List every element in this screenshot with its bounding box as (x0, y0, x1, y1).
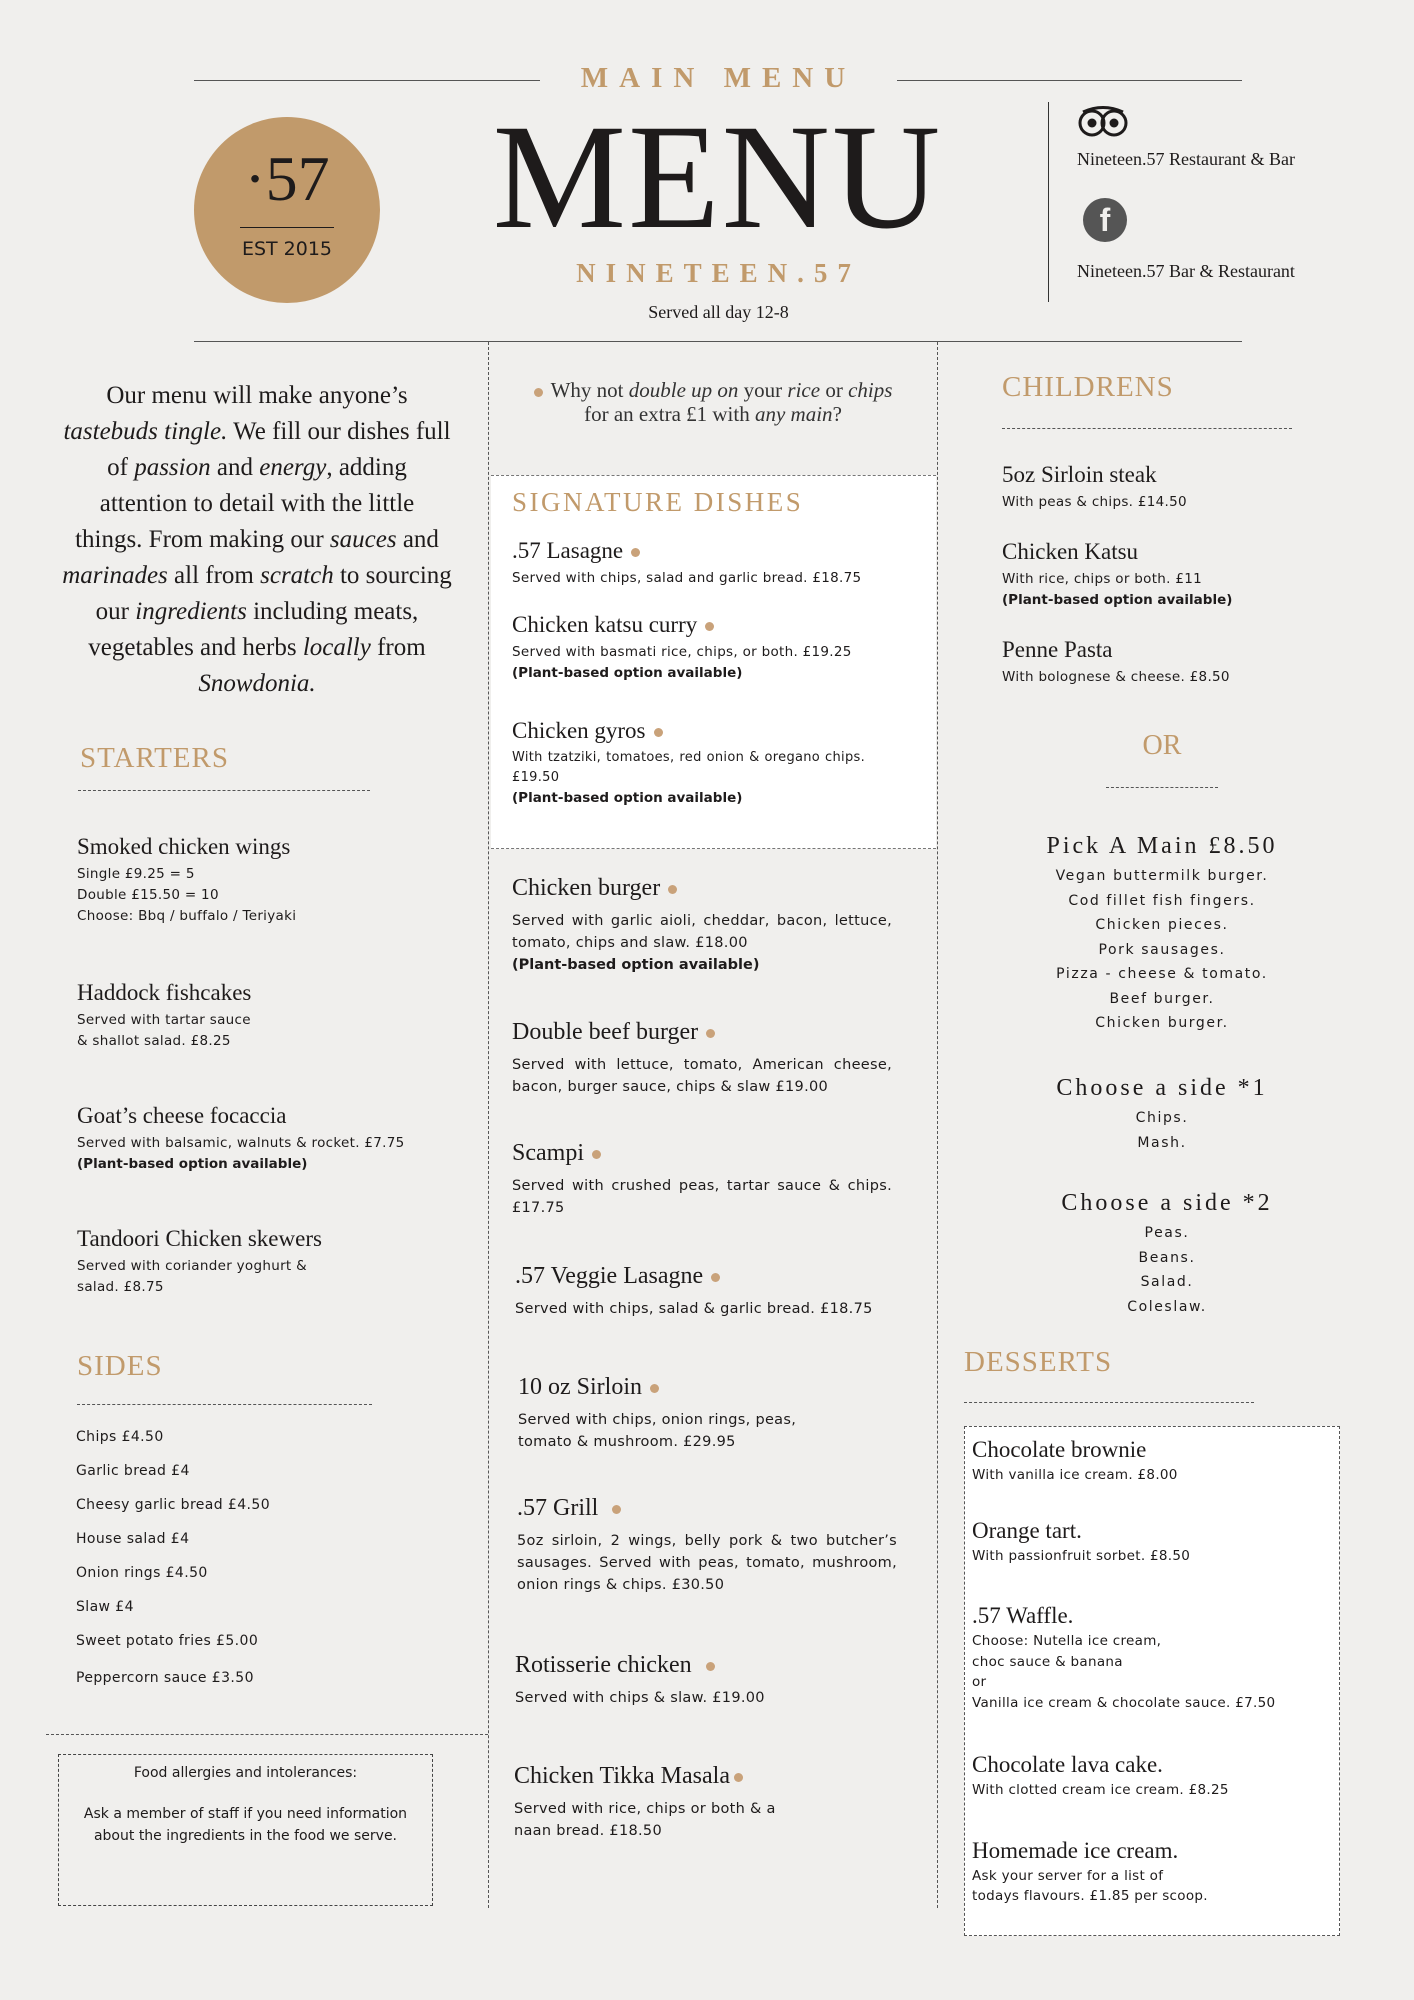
kids-item: Penne Pasta With bolognese & cheese. £8.50 (1002, 637, 1230, 685)
plant-based-note: (Plant-based option available) (77, 1156, 308, 1172)
facebook-label[interactable]: Nineteen.57 Bar & Restaurant (1077, 261, 1295, 281)
starters-rule (78, 790, 370, 791)
starter-item: Goat’s cheese focaccia Served with balsamic, walnuts & rocket. £7.75 (Plant-based option available) (77, 1103, 447, 1175)
column-divider-right (937, 342, 938, 1908)
side-item: Cheesy garlic bread £4.50 (76, 1497, 270, 1513)
main-item: Chicken Tikka Masala Served with rice, chips or both & a naan bread. £18.50 (514, 1763, 776, 1839)
intro-line: tastebuds tingle. We fill our dishes full (63, 418, 451, 445)
starters-heading: STARTERS (80, 742, 229, 774)
childrens-heading: CHILDRENS (1002, 371, 1174, 403)
plant-based-note: (Plant-based option available) (512, 665, 743, 681)
double-up-promo: Why not double up on your rice or chips for an extra £1 with any main? (489, 378, 937, 426)
menu-kicker: MAIN MENU (580, 62, 857, 94)
logo-number: ·57 (244, 143, 330, 214)
side-item: Peppercorn sauce £3.50 (76, 1670, 254, 1686)
intro-line: of passion and energy, adding (107, 454, 407, 481)
bullet-icon (592, 1150, 601, 1159)
bullet-icon (706, 1029, 715, 1038)
plant-based-note: (Plant-based option available) (512, 957, 760, 973)
pick-option: Vegan buttermilk burger. (1055, 868, 1269, 884)
main-item: .57 Veggie Lasagne Served with chips, salad & garlic bread. £18.75 (515, 1263, 873, 1317)
intro-line: attention to detail with the little (99, 490, 415, 517)
main-item: .57 Grill 5oz sirloin, 2 wings, belly pork & two butcher’s sausages. Served with peas, tomato, mushroom, onion rings & chips. £30.50 (517, 1495, 897, 1593)
main-item: Chicken burger Served with garlic aioli, cheddar, bacon, lettuce, tomato, chips and slaw. £18.00 (Plant-based option available) (512, 875, 892, 976)
intro-line: marinades all from scratch to sourcing (62, 562, 452, 589)
starter-item: Smoked chicken wings Single £9.25 = 5 Double £15.50 = 10 Choose: Bbq / buffalo / Teriyaki (77, 834, 297, 924)
bullet-icon (668, 885, 677, 894)
side-item: Slaw £4 (76, 1599, 134, 1615)
side-item: House salad £4 (76, 1531, 190, 1547)
dessert-item: .57 Waffle. Choose: Nutella ice cream, choc sauce & banana or Vanilla ice cream & chocolate sauce. £7.50 (972, 1603, 1276, 1711)
logo-badge (194, 117, 380, 303)
pick-option: Beef burger. (1109, 990, 1215, 1007)
bullet-icon (711, 1273, 720, 1282)
pick-option: Chicken pieces. (1095, 917, 1229, 933)
kids-item: 5oz Sirloin steak With peas & chips. £14.50 (1002, 462, 1187, 510)
side-item: Chips £4.50 (76, 1429, 164, 1445)
kids-item: Chicken Katsu With rice, chips or both. £11 (Plant-based option available) (1002, 539, 1332, 611)
choose-side-2 (1012, 1190, 1322, 1319)
intro-text (62, 378, 452, 702)
or-rule (1106, 787, 1218, 788)
column-divider-left (488, 342, 489, 1908)
header-rule-right (897, 80, 1242, 81)
header-vertical-rule (1048, 102, 1049, 302)
intro-line: Our menu will make anyone’s (106, 382, 408, 409)
side-option: Salad. (1140, 1274, 1194, 1290)
starter-item: Haddock fishcakes Served with tartar sauce & shallot salad. £8.25 (77, 980, 252, 1049)
sides-rule (77, 1404, 372, 1405)
or-divider-label: OR (1142, 730, 1182, 761)
bullet-icon (650, 1384, 659, 1393)
pick-option: Cod fillet fish fingers. (1068, 892, 1256, 909)
allergy-rule (46, 1734, 488, 1735)
bullet-icon (706, 1662, 715, 1671)
childrens-rule (1002, 428, 1292, 429)
starter-item: Tandoori Chicken skewers Served with coriander yoghurt & salad. £8.75 (77, 1226, 322, 1295)
dessert-item: Chocolate brownie With vanilla ice cream. £8.00 (972, 1437, 1178, 1483)
dessert-item: Chocolate lava cake. With clotted cream ice cream. £8.25 (972, 1752, 1229, 1798)
side-option: Beans. (1138, 1249, 1196, 1266)
bullet-icon (654, 728, 663, 737)
main-item: Scampi Served with crushed peas, tartar sauce & chips. £17.75 (512, 1140, 892, 1216)
side-option: Coleslaw. (1127, 1298, 1207, 1315)
pick-option: Pizza - cheese & tomato. (1056, 966, 1268, 982)
bullet-icon (631, 548, 640, 557)
intro-line: vegetables and herbs locally from (88, 634, 426, 661)
bullet-icon (534, 388, 543, 397)
logo-divider (240, 227, 334, 228)
side-option: Peas. (1144, 1225, 1190, 1241)
side-item: Onion rings £4.50 (76, 1565, 208, 1581)
pick-option: Pork sausages. (1098, 941, 1226, 958)
main-item: Double beef burger Served with lettuce, tomato, American cheese, bacon, burger sauce, chips & slaw £19.00 (512, 1019, 892, 1095)
plant-based-note: (Plant-based option available) (512, 790, 743, 806)
intro-line: things. From making our sauces and (75, 526, 439, 553)
signature-item: Chicken gyros With tzatziki, tomatoes, red onion & oregano chips. £19.50 (Plant-based option available) (512, 718, 865, 809)
desserts-heading: DESSERTS (964, 1346, 1113, 1378)
bullet-icon (705, 622, 714, 631)
side-item: Garlic bread £4 (76, 1463, 190, 1479)
plant-based-note: (Plant-based option available) (1002, 592, 1233, 608)
signature-item: Chicken katsu curry Served with basmati rice, chips, or both. £19.25 (Plant-based option available) (512, 612, 912, 684)
header-rule-left (194, 80, 540, 81)
pick-a-main-title: Pick A Main £8.50 (1046, 833, 1278, 859)
page-title: MENU (492, 94, 943, 260)
intro-line: Snowdonia. (198, 670, 316, 697)
side-option: Chips. (1135, 1110, 1189, 1126)
signature-heading: SIGNATURE DISHES (512, 487, 804, 517)
pick-a-main (1012, 833, 1312, 1036)
desserts-rule (964, 1402, 1254, 1403)
pick-option: Chicken burger. (1095, 1015, 1229, 1031)
signature-item: .57 Lasagne Served with chips, salad and garlic bread. £18.75 (512, 538, 862, 586)
sides-heading: SIDES (77, 1350, 163, 1382)
main-item: 10 oz Sirloin Served with chips, onion rings, peas, tomato & mushroom. £29.95 (518, 1374, 797, 1450)
allergy-box (58, 1754, 433, 1906)
bullet-icon (612, 1505, 621, 1514)
choose-side-2-title: Choose a side *2 (1061, 1190, 1273, 1216)
main-item: Rotisserie chicken Served with chips & slaw. £19.00 (515, 1652, 765, 1706)
allergy-title: Food allergies and intolerances: (133, 1765, 358, 1781)
dessert-item: Orange tart. With passionfruit sorbet. £8.50 (972, 1518, 1191, 1564)
dessert-item: Homemade ice cream. Ask your server for a list of todays flavours. £1.85 per scoop. (972, 1838, 1208, 1904)
menu-subtitle: NINETEEN.57 (576, 258, 861, 288)
tripadvisor-label[interactable]: Nineteen.57 Restaurant & Bar (1077, 149, 1295, 169)
choose-side-1-title: Choose a side *1 (1056, 1075, 1268, 1101)
served-hours: Served all day 12-8 (648, 302, 789, 322)
allergy-body: Ask a member of staff if you need information about the ingredients in the food we serve. (83, 1806, 408, 1844)
header-bottom-rule (194, 341, 1242, 342)
logo-est: EST 2015 (241, 238, 333, 260)
side-item: Sweet potato fries £5.00 (76, 1633, 259, 1649)
bullet-icon (734, 1773, 743, 1782)
side-option: Mash. (1137, 1134, 1187, 1151)
choose-side-1 (1012, 1075, 1312, 1155)
facebook-icon[interactable]: f (1083, 198, 1127, 242)
intro-line: our ingredients including meats, (95, 598, 419, 625)
tripadvisor-icon[interactable] (1077, 104, 1133, 143)
